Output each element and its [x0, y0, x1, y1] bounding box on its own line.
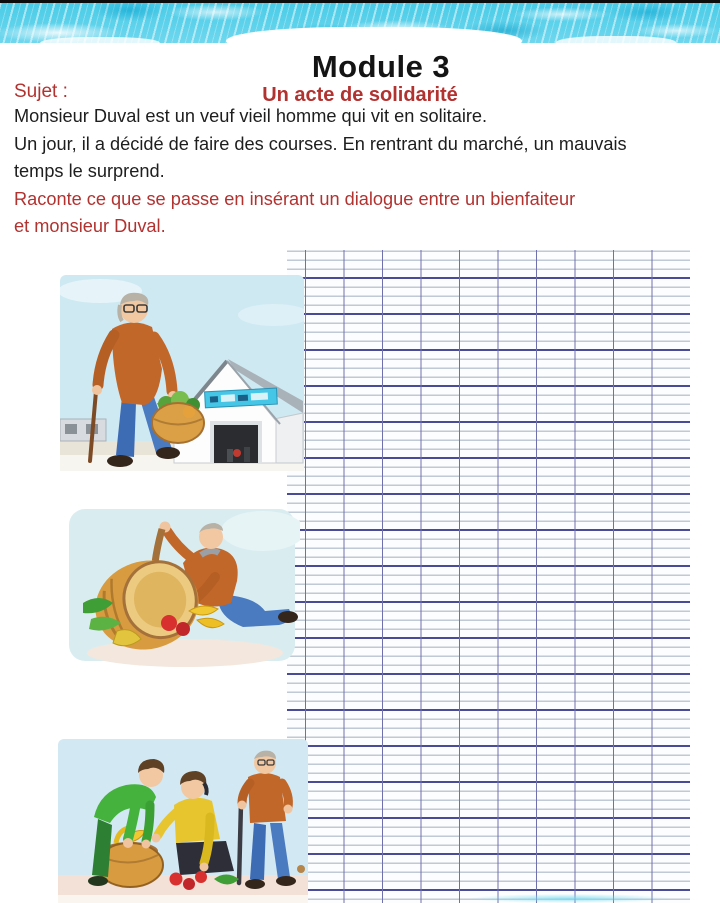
band-wave-notch — [40, 37, 160, 49]
illustration-old-man-leaving-market — [60, 273, 304, 471]
subject-prompt — [14, 103, 716, 241]
seyes-writing-grid — [287, 250, 690, 903]
top-border-line — [0, 0, 720, 3]
instruction-line: Raconte ce que se passe en insérant un dialogue entre un bienfaiteur — [14, 188, 576, 209]
instruction-line: et monsieur Duval. — [14, 216, 166, 236]
prompt-line: temps le surprend. — [14, 161, 165, 181]
illustration-young-people-helping — [58, 739, 308, 903]
module-title: Module 3 — [311, 48, 451, 84]
prompt-line: Un jour, il a décidé de faire des courses. En rentrant du marché, un mauvais — [14, 133, 627, 154]
bottom-cyan-smear — [470, 894, 670, 903]
subject-label: Sujet : — [14, 81, 68, 102]
cane — [239, 803, 241, 883]
lesson-title: Un acte de solidarité — [262, 83, 458, 106]
market-sign — [205, 388, 278, 408]
prompt-line: Monsieur Duval est un veuf vieil homme qui vit en solitaire. — [14, 106, 488, 126]
band-wave-notch — [556, 36, 676, 49]
illustration-basket-spilled — [65, 503, 300, 678]
